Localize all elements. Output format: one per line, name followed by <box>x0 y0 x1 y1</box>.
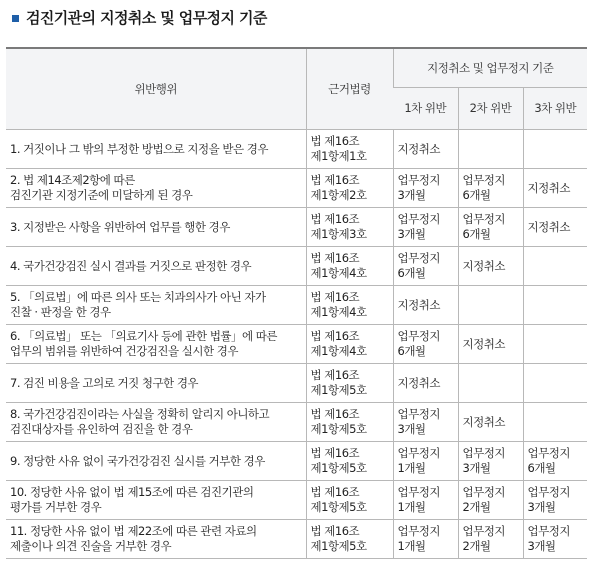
second-violation-cell <box>458 247 523 286</box>
law-cell-text: 제1항제4호 <box>310 305 367 319</box>
violation-cell-text: 4. 국가건강검진 실시 결과를 거짓으로 판정한 경우 <box>10 258 252 273</box>
second-violation-cell-text: 업무정지 <box>462 446 505 460</box>
table-row <box>6 169 587 208</box>
second-violation-cell-text: 2개월 <box>462 500 491 514</box>
first-violation-cell-text: 업무정지 <box>397 407 440 421</box>
first-violation-cell-text: 업무정지 <box>397 446 440 460</box>
violation-cell <box>6 247 306 286</box>
law-cell-text: 제1항제5호 <box>310 500 367 514</box>
third-violation-cell <box>523 403 587 442</box>
third-violation-cell-text: 지정취소 <box>527 180 570 195</box>
law-cell-text: 제1항제5호 <box>310 461 367 475</box>
second-violation-cell-text: 지정취소 <box>462 336 505 351</box>
table-row <box>6 130 587 169</box>
violation-cell-text: 9. 정당한 사유 없이 국가건강검진 실시를 거부한 경우 <box>10 453 265 468</box>
first-violation-cell-text: 업무정지 <box>397 251 440 265</box>
violation-cell-text: 5. 「의료법」에 따른 의사 또는 치과의사가 아닌 자가 <box>10 290 266 304</box>
table-row <box>6 520 587 559</box>
law-cell <box>306 481 393 520</box>
law-cell-text: 법 제16조 <box>310 368 360 382</box>
law-cell-text: 제1항제2호 <box>310 188 367 202</box>
third-violation-cell <box>523 325 587 364</box>
header-criteria: 지정취소 및 업무정지 기준 <box>393 48 587 88</box>
first-violation-cell <box>393 325 458 364</box>
second-violation-cell-text: 지정취소 <box>462 414 505 429</box>
law-cell <box>306 247 393 286</box>
second-violation-cell-text: 2개월 <box>462 539 491 553</box>
second-violation-cell-text: 업무정지 <box>462 173 505 187</box>
third-violation-cell-text: 3개월 <box>527 539 556 553</box>
table-row <box>6 286 587 325</box>
second-violation-cell <box>458 520 523 559</box>
violation-cell <box>6 169 306 208</box>
law-cell <box>306 286 393 325</box>
table-row <box>6 208 587 247</box>
table-row <box>6 325 587 364</box>
first-violation-cell <box>393 364 458 403</box>
law-cell-text: 제1항제4호 <box>310 266 367 280</box>
first-violation-cell-text: 지정취소 <box>397 375 440 390</box>
first-violation-cell <box>393 442 458 481</box>
second-violation-cell <box>458 403 523 442</box>
second-violation-cell <box>458 325 523 364</box>
first-violation-cell-text: 업무정지 <box>397 329 440 343</box>
violation-cell <box>6 325 306 364</box>
law-cell-text: 제1항제4호 <box>310 344 367 358</box>
second-violation-cell-text: 지정취소 <box>462 258 505 273</box>
second-violation-cell <box>458 169 523 208</box>
third-violation-cell <box>523 442 587 481</box>
law-cell-text: 법 제16조 <box>310 524 360 538</box>
violation-cell-text: 10. 정당한 사유 없이 법 제15조에 따른 검진기관의 <box>10 485 254 499</box>
violation-cell-text: 6. 「의료법」 또는 「의료기사 등에 관한 법률」에 따른 <box>10 329 278 343</box>
table-header <box>6 48 587 130</box>
first-violation-cell <box>393 403 458 442</box>
law-cell-text: 법 제16조 <box>310 173 360 187</box>
first-violation-cell-text: 3개월 <box>397 422 426 436</box>
first-violation-cell <box>393 286 458 325</box>
law-cell-text: 법 제16조 <box>310 134 360 148</box>
law-cell-text: 제1항제3호 <box>310 227 367 241</box>
table-row <box>6 442 587 481</box>
law-cell-text: 제1항제5호 <box>310 383 367 397</box>
violation-cell <box>6 130 306 169</box>
second-violation-cell <box>458 442 523 481</box>
third-violation-cell-text: 3개월 <box>527 500 556 514</box>
header-third-violation: 3차 위반 <box>523 88 587 130</box>
first-violation-cell-text: 3개월 <box>397 188 426 202</box>
first-violation-cell <box>393 520 458 559</box>
first-violation-cell-text: 1개월 <box>397 461 426 475</box>
title-bar <box>0 0 603 36</box>
second-violation-cell-text: 3개월 <box>462 461 491 475</box>
violation-cell-text: 7. 검진 비용을 고의로 거짓 청구한 경우 <box>10 375 199 390</box>
law-cell-text: 제1항제1호 <box>310 149 367 163</box>
violation-cell-text: 평가를 거부한 경우 <box>10 500 102 514</box>
second-violation-cell <box>458 364 523 403</box>
first-violation-cell <box>393 247 458 286</box>
third-violation-cell <box>523 247 587 286</box>
third-violation-cell <box>523 286 587 325</box>
page-title: 검진기관의 지정취소 및 업무정지 기준 <box>26 9 267 27</box>
law-cell <box>306 442 393 481</box>
law-cell <box>306 403 393 442</box>
law-cell-text: 제1항제5호 <box>310 539 367 553</box>
criteria-table <box>6 47 587 559</box>
law-cell-text: 법 제16조 <box>310 485 360 499</box>
second-violation-cell <box>458 130 523 169</box>
violation-cell <box>6 481 306 520</box>
first-violation-cell-text: 6개월 <box>397 266 426 280</box>
first-violation-cell <box>393 481 458 520</box>
third-violation-cell-text: 지정취소 <box>527 219 570 234</box>
first-violation-cell-text: 업무정지 <box>397 485 440 499</box>
law-cell <box>306 130 393 169</box>
table-body <box>6 130 587 559</box>
first-violation-cell-text: 1개월 <box>397 500 426 514</box>
table-row <box>6 247 587 286</box>
first-violation-cell-text: 업무정지 <box>397 173 440 187</box>
law-cell <box>306 364 393 403</box>
violation-cell-text: 11. 정당한 사유 없이 법 제22조에 따른 관련 자료의 <box>10 524 257 538</box>
first-violation-cell-text: 업무정지 <box>397 212 440 226</box>
third-violation-cell <box>523 481 587 520</box>
law-cell-text: 법 제16조 <box>310 212 360 226</box>
violation-cell-text: 진찰 · 판정을 한 경우 <box>10 305 111 319</box>
violation-cell <box>6 403 306 442</box>
header-first-violation: 1차 위반 <box>393 88 458 130</box>
violation-cell <box>6 364 306 403</box>
first-violation-cell-text: 지정취소 <box>397 141 440 156</box>
header-second-violation: 2차 위반 <box>458 88 523 130</box>
table-row <box>6 364 587 403</box>
violation-cell-text: 검진기관 지정기준에 미달하게 된 경우 <box>10 188 193 202</box>
first-violation-cell-text: 업무정지 <box>397 524 440 538</box>
third-violation-cell <box>523 208 587 247</box>
violation-cell <box>6 286 306 325</box>
law-cell-text: 법 제16조 <box>310 407 360 421</box>
second-violation-cell <box>458 286 523 325</box>
third-violation-cell-text: 업무정지 <box>527 524 570 538</box>
first-violation-cell-text: 1개월 <box>397 539 426 553</box>
law-cell-text: 법 제16조 <box>310 290 360 304</box>
header-violation: 위반행위 <box>6 48 306 130</box>
violation-cell <box>6 208 306 247</box>
first-violation-cell <box>393 208 458 247</box>
first-violation-cell-text: 3개월 <box>397 227 426 241</box>
law-cell-text: 법 제16조 <box>310 251 360 265</box>
law-cell <box>306 520 393 559</box>
first-violation-cell-text: 지정취소 <box>397 297 440 312</box>
second-violation-cell <box>458 481 523 520</box>
table-row <box>6 481 587 520</box>
violation-cell-text: 검진대상자를 유인하여 검진을 한 경우 <box>10 422 193 436</box>
header-law: 근거법령 <box>306 48 393 130</box>
law-cell-text: 법 제16조 <box>310 329 360 343</box>
violation-cell-text: 2. 법 제14조제2항에 따른 <box>10 173 135 187</box>
violation-cell-text: 제출이나 의견 진술을 거부한 경우 <box>10 539 172 553</box>
third-violation-cell-text: 6개월 <box>527 461 556 475</box>
violation-cell-text: 3. 지정받은 사항을 위반하여 업무를 행한 경우 <box>10 219 230 234</box>
third-violation-cell <box>523 169 587 208</box>
law-cell <box>306 169 393 208</box>
third-violation-cell <box>523 520 587 559</box>
second-violation-cell-text: 업무정지 <box>462 485 505 499</box>
first-violation-cell <box>393 130 458 169</box>
law-cell <box>306 208 393 247</box>
violation-cell <box>6 520 306 559</box>
second-violation-cell <box>458 208 523 247</box>
table-row <box>6 403 587 442</box>
violation-cell-text: 8. 국가건강검진이라는 사실을 정확히 알리지 아니하고 <box>10 407 270 421</box>
second-violation-cell-text: 업무정지 <box>462 524 505 538</box>
second-violation-cell-text: 6개월 <box>462 188 491 202</box>
second-violation-cell-text: 업무정지 <box>462 212 505 226</box>
third-violation-cell <box>523 364 587 403</box>
violation-cell <box>6 442 306 481</box>
law-cell-text: 제1항제5호 <box>310 422 367 436</box>
violation-cell-text: 업무의 범위를 위반하여 건강검진을 실시한 경우 <box>10 344 238 358</box>
first-violation-cell <box>393 169 458 208</box>
title-bullet-icon <box>12 15 19 22</box>
third-violation-cell <box>523 130 587 169</box>
second-violation-cell-text: 6개월 <box>462 227 491 241</box>
first-violation-cell-text: 6개월 <box>397 344 426 358</box>
violation-cell-text: 1. 거짓이나 그 밖의 부정한 방법으로 지정을 받은 경우 <box>10 141 269 156</box>
third-violation-cell-text: 업무정지 <box>527 446 570 460</box>
third-violation-cell-text: 업무정지 <box>527 485 570 499</box>
law-cell <box>306 325 393 364</box>
law-cell-text: 법 제16조 <box>310 446 360 460</box>
